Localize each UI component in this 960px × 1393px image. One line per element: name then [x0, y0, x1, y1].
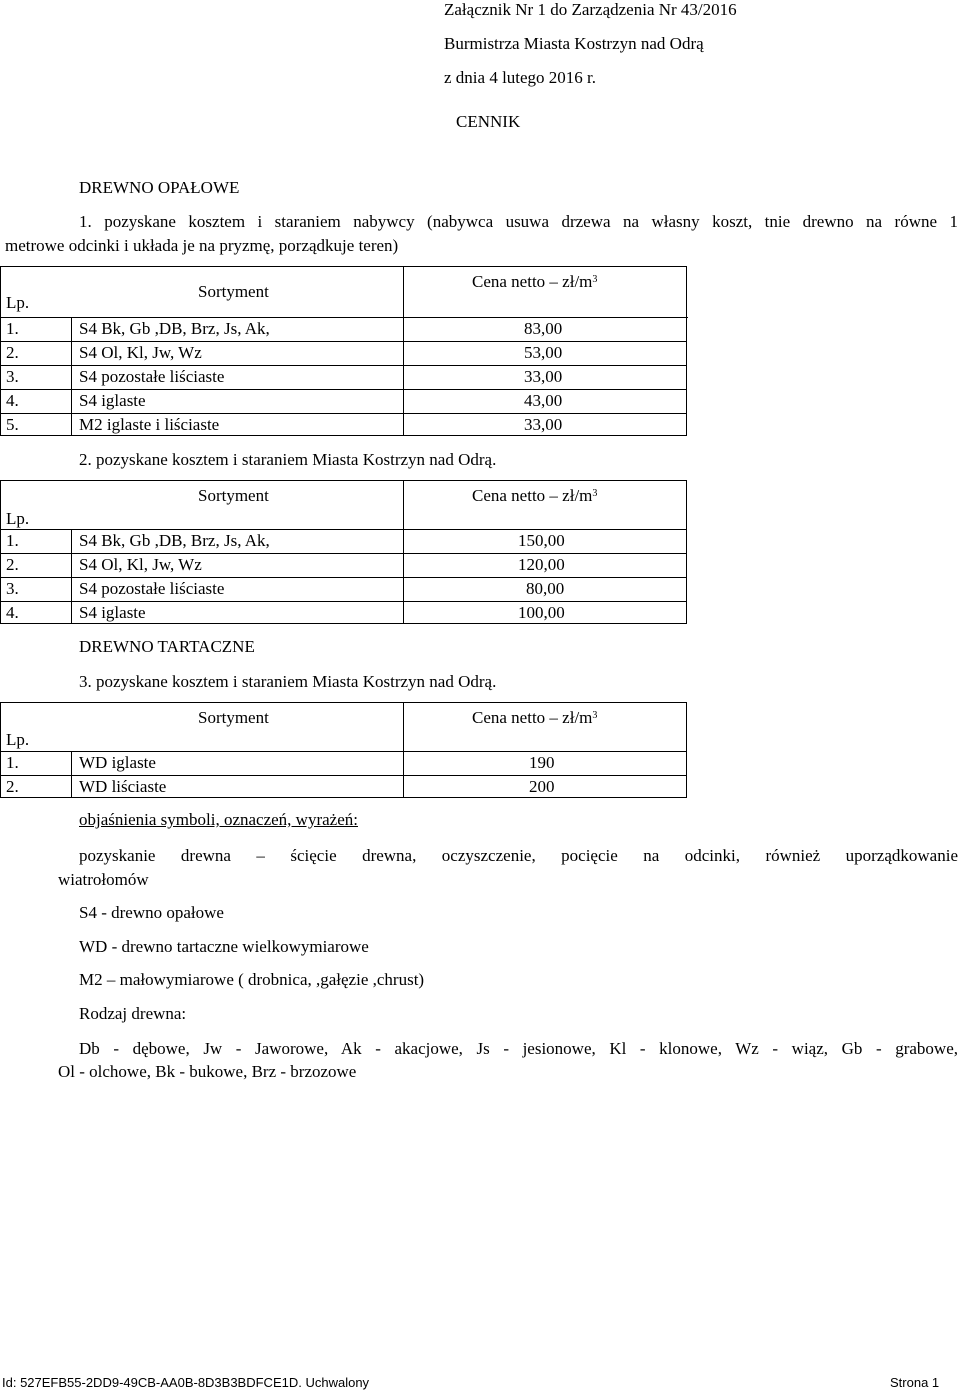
table-3-header-sortyment: Sortyment: [198, 708, 269, 727]
item-3: 3. pozyskane kosztem i staraniem Miasta Kostrzyn nad Odrą.: [79, 672, 497, 691]
legend-species-line-2: Ol - olchowe, Bk - bukowe, Brz - brzozowe: [58, 1062, 357, 1081]
table-row-name: S4 iglaste: [79, 603, 146, 622]
item-2: 2. pozyskane kosztem i staraniem Miasta Kostrzyn nad Odrą.: [79, 450, 497, 469]
table-3-header-lp: Lp.: [6, 730, 30, 749]
legend-rodzaj-heading: Rodzaj drewna:: [79, 1004, 187, 1023]
item-1-line-1: 1. pozyskane kosztem i staraniem nabywcy (nabywca usuwa drzewa na własny koszt, tnie drewno na równe 1: [79, 212, 958, 231]
table-row-price: 43,00: [524, 391, 563, 410]
legend-species-line-1: Db - dębowe, Jw - Jaworowe, Ak - akacjowe, Js - jesionowe, Kl - klonowe, Wz - wiąz, Gb - grabowe,: [79, 1039, 958, 1058]
table-row-name: S4 Bk, Gb ,DB, Brz, Js, Ak,: [79, 319, 270, 338]
table-row-name: S4 pozostałe liściaste: [79, 367, 225, 386]
header-line-1: Załącznik Nr 1 do Zarządzenia Nr 43/2016: [444, 0, 737, 19]
section-heading-sawn-timber: DREWNO TARTACZNE: [79, 637, 255, 656]
table-row-lp: 3.: [6, 367, 19, 386]
table-2-header-lp: Lp.: [6, 509, 30, 528]
table-1-header-lp: Lp.: [6, 293, 30, 312]
price-table-2: [0, 480, 687, 624]
document-title: CENNIK: [456, 112, 521, 131]
table-row-lp: 5.: [6, 415, 19, 434]
legend-s4: S4 - drewno opałowe: [79, 903, 224, 922]
table-row-price: 200: [529, 777, 555, 796]
table-row-price: 33,00: [524, 367, 563, 386]
table-1-header-sortyment: Sortyment: [198, 282, 269, 301]
header-line-2: Burmistrza Miasta Kostrzyn nad Odrą: [444, 34, 704, 53]
legend-pozyskanie-line-1: pozyskanie drewna – ścięcie drewna, oczyszczenie, pocięcie na odcinki, również uporządkowanie: [79, 846, 958, 865]
legend-heading: objaśnienia symboli, oznaczeń, wyrażeń:: [79, 810, 358, 829]
footer-id: Id: 527EFB55-2DD9-49CB-AA0B-8D3B3BDFCE1D. Uchwalony: [2, 1375, 370, 1390]
table-row-lp: 1.: [6, 753, 19, 772]
table-row-lp: 4.: [6, 391, 19, 410]
price-table-1: [0, 266, 687, 436]
legend-m2: M2 – małowymiarowe ( drobnica, ,gałęzie ,chrust): [79, 970, 425, 989]
table-row-name: M2 iglaste i liściaste: [79, 415, 220, 434]
table-2-header-sortyment: Sortyment: [198, 486, 269, 505]
header-line-3: z dnia 4 lutego 2016 r.: [444, 68, 597, 87]
table-1-header-cena: Cena netto – $zł/m^3$: [472, 272, 598, 291]
table-row-price: 150,00: [518, 531, 565, 550]
section-heading-firewood: DREWNO OPAŁOWE: [79, 178, 240, 197]
price-table-3: [0, 702, 687, 798]
legend-wd: WD - drewno tartaczne wielkowymiarowe: [79, 937, 369, 956]
table-3-header-cena: Cena netto – $zł/m^3$: [472, 708, 598, 727]
table-row-name: S4 Bk, Gb ,DB, Brz, Js, Ak,: [79, 531, 270, 550]
table-row-lp: 2.: [6, 343, 19, 362]
table-row-name: WD liściaste: [79, 777, 167, 796]
table-row-price: 100,00: [518, 603, 565, 622]
table-row-lp: 2.: [6, 555, 19, 574]
table-row-name: S4 iglaste: [79, 391, 146, 410]
table-row-price: 190: [529, 753, 555, 772]
table-row-lp: 4.: [6, 603, 19, 622]
table-row-price: 53,00: [524, 343, 563, 362]
table-row-price: 120,00: [518, 555, 565, 574]
table-row-name: S4 Ol, Kl, Jw, Wz: [79, 343, 202, 362]
table-row-lp: 1.: [6, 531, 19, 550]
item-1-line-2: metrowe odcinki i układa je na pryzmę, porządkuje teren): [5, 236, 399, 255]
table-row-price: 80,00: [526, 579, 565, 598]
table-row-name: S4 Ol, Kl, Jw, Wz: [79, 555, 202, 574]
legend-pozyskanie-line-2: wiatrołomów: [58, 870, 149, 889]
table-row-lp: 1.: [6, 319, 19, 338]
table-row-lp: 2.: [6, 777, 19, 796]
table-row-price: 33,00: [524, 415, 563, 434]
table-row-price: 83,00: [524, 319, 563, 338]
footer-page-number: Strona 1: [890, 1375, 940, 1390]
table-row-lp: 3.: [6, 579, 19, 598]
table-row-name: WD iglaste: [79, 753, 156, 772]
table-row-name: S4 pozostałe liściaste: [79, 579, 225, 598]
table-2-header-cena: Cena netto – $zł/m^3$: [472, 486, 598, 505]
